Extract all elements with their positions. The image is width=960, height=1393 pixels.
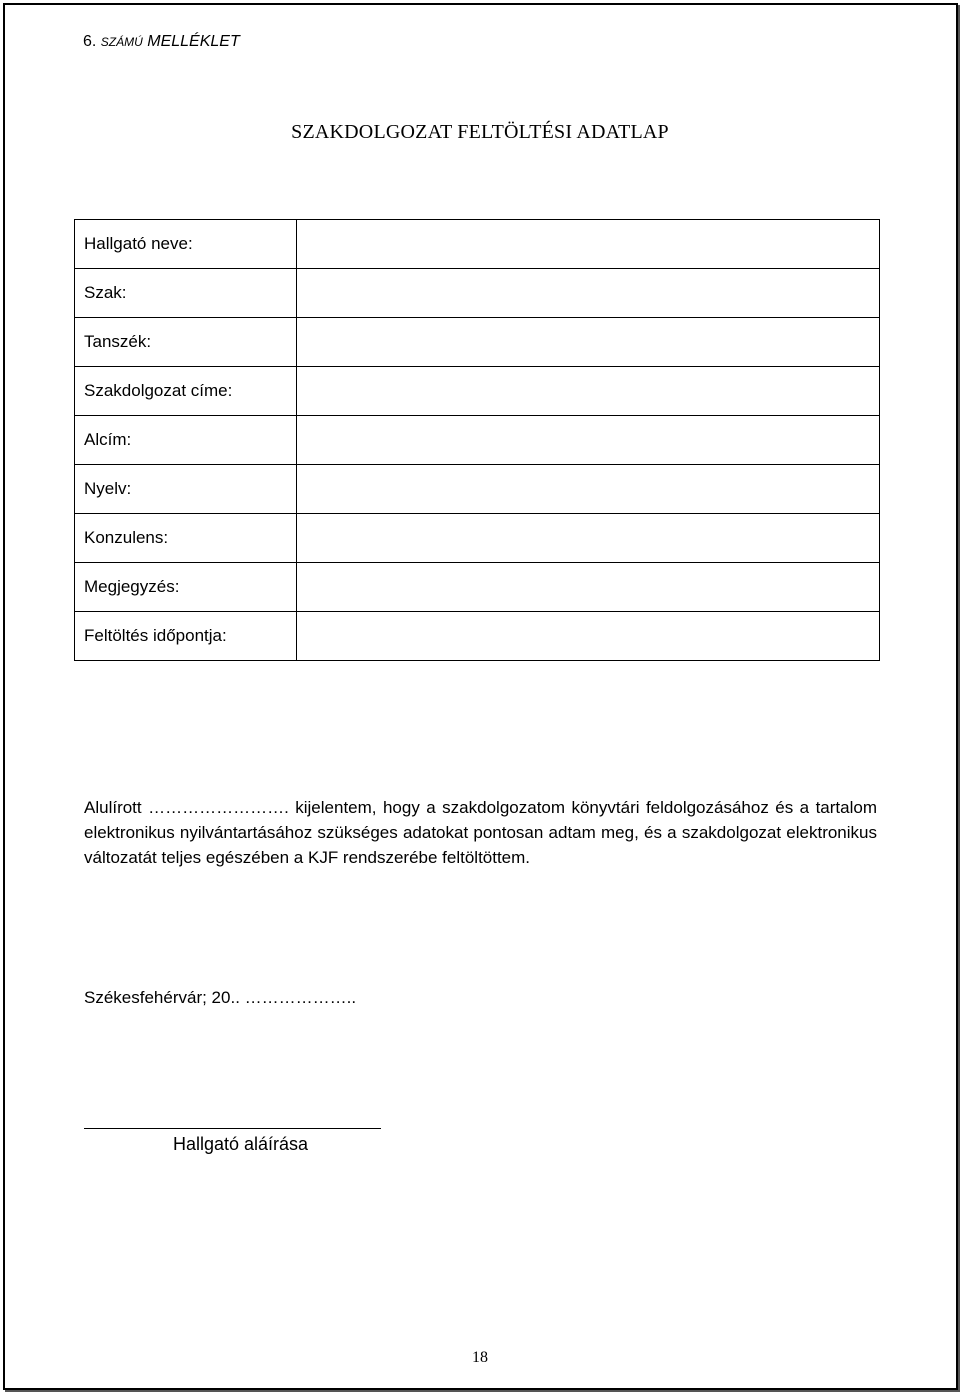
data-sheet-table bbox=[74, 219, 880, 661]
form-field-value[interactable] bbox=[297, 269, 880, 318]
form-field-label: Tanszék: bbox=[75, 318, 297, 367]
annex-word: SZÁMÚ bbox=[100, 35, 143, 49]
page-frame bbox=[3, 3, 958, 1390]
form-field-value[interactable] bbox=[297, 465, 880, 514]
form-field-value[interactable] bbox=[297, 220, 880, 269]
form-field-label: Szak: bbox=[75, 269, 297, 318]
form-field-value[interactable] bbox=[297, 563, 880, 612]
annex-title: MELLÉKLET bbox=[147, 33, 240, 50]
form-field-value[interactable] bbox=[297, 416, 880, 465]
form-row bbox=[75, 465, 880, 514]
form-field-label: Szakdolgozat címe: bbox=[75, 367, 297, 416]
form-row bbox=[75, 563, 880, 612]
form-field-label: Megjegyzés: bbox=[75, 563, 297, 612]
signature-line bbox=[84, 1128, 381, 1129]
form-field-value[interactable] bbox=[297, 514, 880, 563]
place-date-line: Székesfehérvár; 20.. ……………….. bbox=[84, 988, 357, 1007]
annex-number: 6. bbox=[83, 33, 97, 50]
document-title: SZAKDOLGOZAT FELTÖLTÉSI ADATLAP bbox=[291, 121, 669, 143]
form-row bbox=[75, 612, 880, 661]
form-field-label: Alcím: bbox=[75, 416, 297, 465]
form-row bbox=[75, 514, 880, 563]
form-field-value[interactable] bbox=[297, 367, 880, 416]
form-row bbox=[75, 416, 880, 465]
annex-header bbox=[83, 33, 240, 51]
signature-label: Hallgató aláírása bbox=[172, 1134, 309, 1154]
form-field-label: Nyelv: bbox=[75, 465, 297, 514]
form-field-label: Feltöltés időpontja: bbox=[75, 612, 297, 661]
form-field-label: Konzulens: bbox=[75, 514, 297, 563]
form-row bbox=[75, 367, 880, 416]
form-field-label: Hallgató neve: bbox=[75, 220, 297, 269]
form-field-value[interactable] bbox=[297, 318, 880, 367]
declaration-text: Alulírott ……………………. kijelentem, hogy a szakdolgozatom könyvtári feldolgozásához és a tartalom elektronikus nyilvántartásához szükséges adatokat pontosan adtam meg, és a szakdolgozat elektronikus változatát teljes egészében a KJF rendszerébe feltöltöttem. bbox=[84, 798, 877, 867]
form-row bbox=[75, 220, 880, 269]
page-number: 18 bbox=[472, 1349, 488, 1366]
form-row bbox=[75, 269, 880, 318]
form-row bbox=[75, 318, 880, 367]
form-field-value[interactable] bbox=[297, 612, 880, 661]
